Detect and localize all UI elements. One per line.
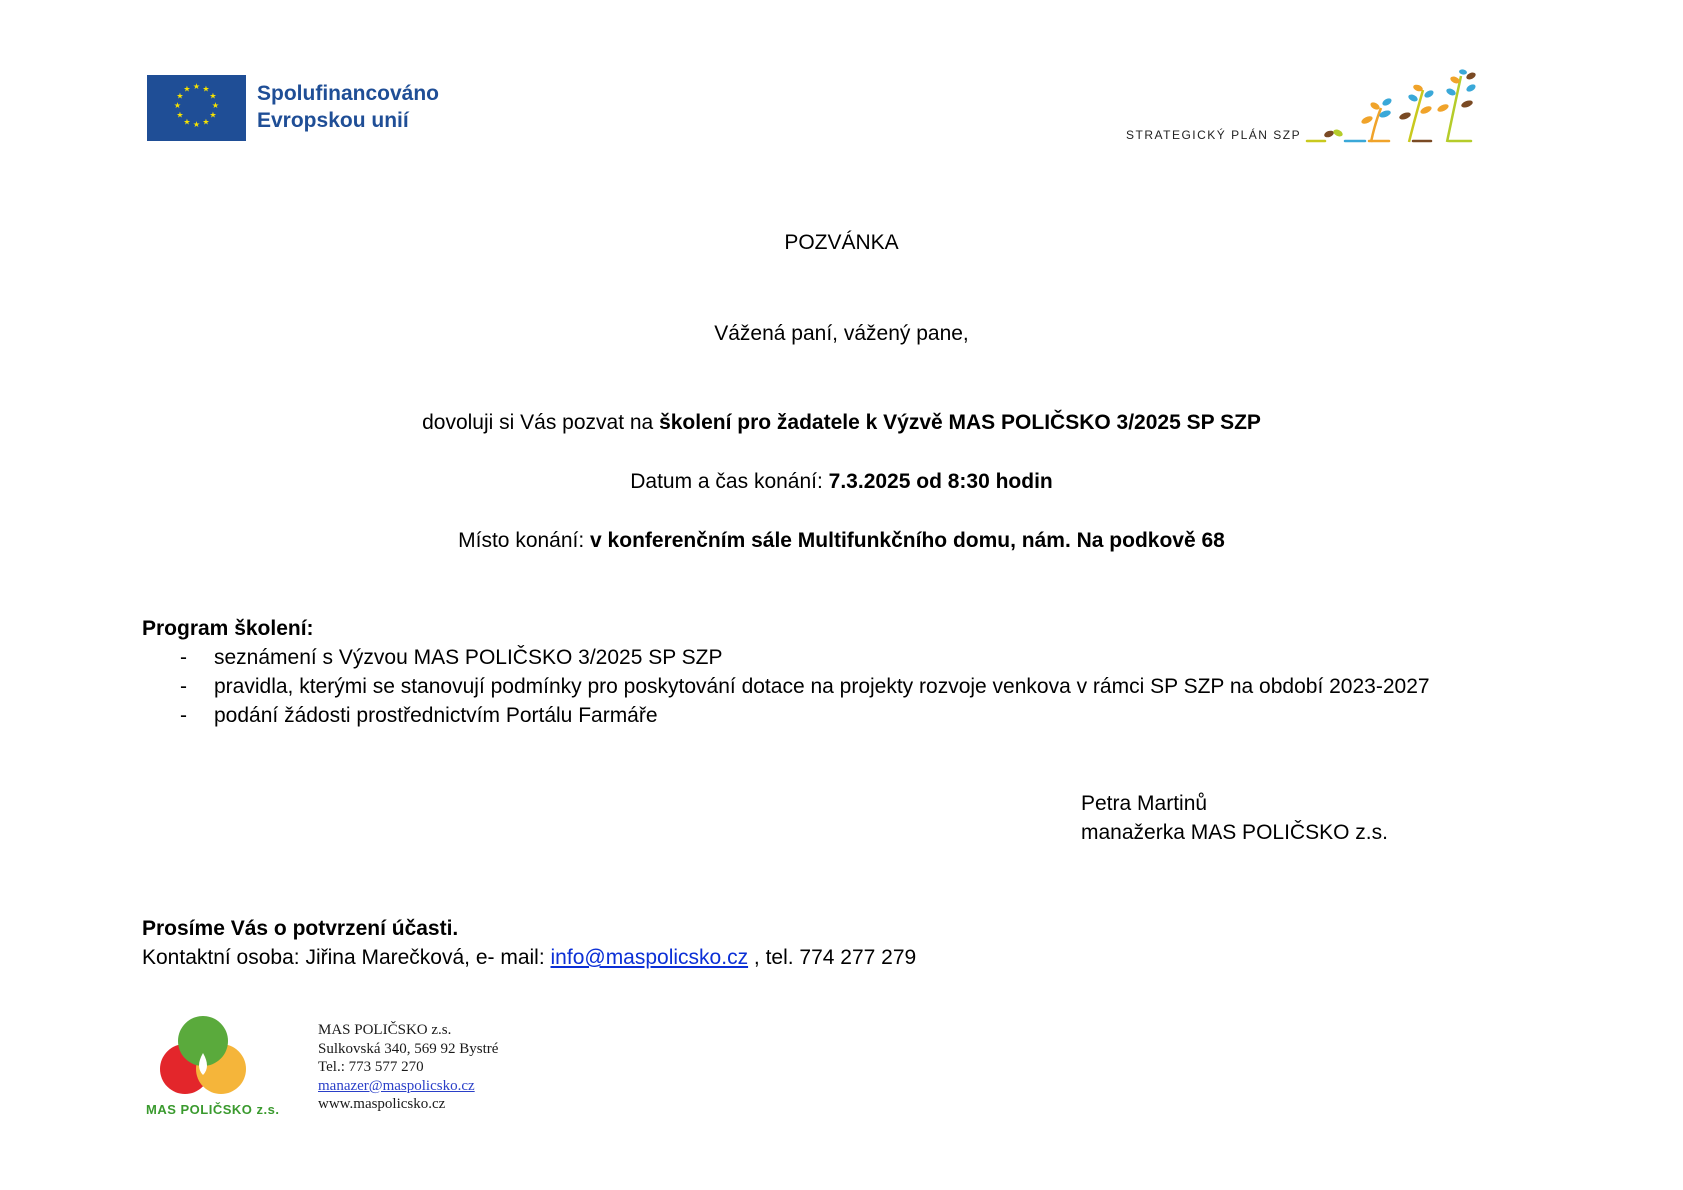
confirmation-block [142, 914, 916, 972]
footer-email-link[interactable]: manazer@maspolicsko.cz [318, 1077, 475, 1094]
eu-logo-line1: Spolufinancováno [257, 82, 440, 105]
confirm-request: Prosíme Vás o potvrzení účasti. [142, 917, 459, 940]
program-item [176, 643, 1430, 672]
contact-line [142, 943, 916, 972]
svg-text:★: ★ [202, 84, 210, 94]
invite-line [0, 408, 1683, 437]
szp-logo-label: STRATEGICKÝ PLÁN SZP [1126, 128, 1302, 142]
svg-text:★: ★ [209, 110, 217, 120]
svg-text:★: ★ [176, 91, 184, 101]
list-dash: - [180, 646, 187, 669]
signature-name: Petra Martinů [1081, 792, 1208, 815]
eu-logo-line2: Evropskou unií [257, 109, 409, 132]
mas-logo-text: MAS POLIČSKO z.s. [146, 1102, 280, 1117]
program-item-text: seznámení s Výzvou MAS POLIČSKO 3/2025 SP SZP [214, 646, 723, 669]
svg-text:★: ★ [192, 82, 201, 91]
footer-contact [318, 1021, 498, 1114]
program-item-text: podání žádosti prostřednictvím Portálu Farmáře [214, 704, 658, 727]
svg-text:★: ★ [183, 117, 191, 127]
page-title: POZVÁNKA [784, 231, 899, 254]
place-value: v konferenčním sále Multifunkčního domu, nám. Na podkově 68 [590, 529, 1225, 552]
contact-suffix: , tel. 774 277 279 [748, 946, 917, 969]
svg-text:★: ★ [173, 101, 182, 110]
contact-email-link[interactable]: info@maspolicsko.cz [550, 946, 749, 969]
program-item-text: pravidla, kterými se stanovují podmínky pro poskytování dotace na projekty rozvoje venkova v rámci SP SZP na období 2023-2027 [214, 675, 1430, 698]
svg-text:★: ★ [209, 91, 217, 101]
date-value: 7.3.2025 od 8:30 hodin [828, 470, 1053, 493]
footer-address: Sulkovská 340, 569 92 Bystré [318, 1040, 499, 1057]
svg-text:★: ★ [211, 101, 220, 110]
invite-bold: školení pro žadatele k Výzvě MAS POLIČSKO 3/2025 SP SZP [659, 411, 1261, 434]
program-list [176, 643, 1430, 730]
eu-flag-icon [147, 75, 246, 141]
signature [1081, 789, 1388, 847]
place-line [0, 526, 1683, 555]
list-dash: - [180, 675, 187, 698]
program-heading-text: Program školení: [142, 617, 314, 640]
footer-web: www.maspolicsko.cz [318, 1096, 446, 1112]
svg-text:★: ★ [183, 84, 191, 94]
eu-logo [147, 75, 246, 141]
program-heading [142, 614, 314, 643]
eu-logo-text [257, 80, 439, 134]
szp-plants-icon [1305, 68, 1487, 148]
place-label: Místo konání: [458, 529, 591, 552]
date-label: Datum a čas konání: [630, 470, 829, 493]
contact-prefix: Kontaktní osoba: Jiřina Marečková, e- mail: [142, 946, 551, 969]
svg-text:★: ★ [202, 117, 210, 127]
program-item [176, 701, 1430, 730]
program-item [176, 672, 1430, 701]
signature-role: manažerka MAS POLIČSKO z.s. [1081, 821, 1388, 844]
svg-text:★: ★ [176, 110, 184, 120]
footer-org: MAS POLIČSKO z.s. [318, 1022, 452, 1038]
date-line [0, 467, 1683, 496]
footer-tel: Tel.: 773 577 270 [318, 1059, 424, 1075]
greeting: Vážená paní, vážený pane, [714, 322, 969, 345]
invite-prefix: dovoluji si Vás pozvat na [422, 411, 660, 434]
list-dash: - [180, 704, 187, 727]
svg-text:★: ★ [192, 120, 201, 129]
